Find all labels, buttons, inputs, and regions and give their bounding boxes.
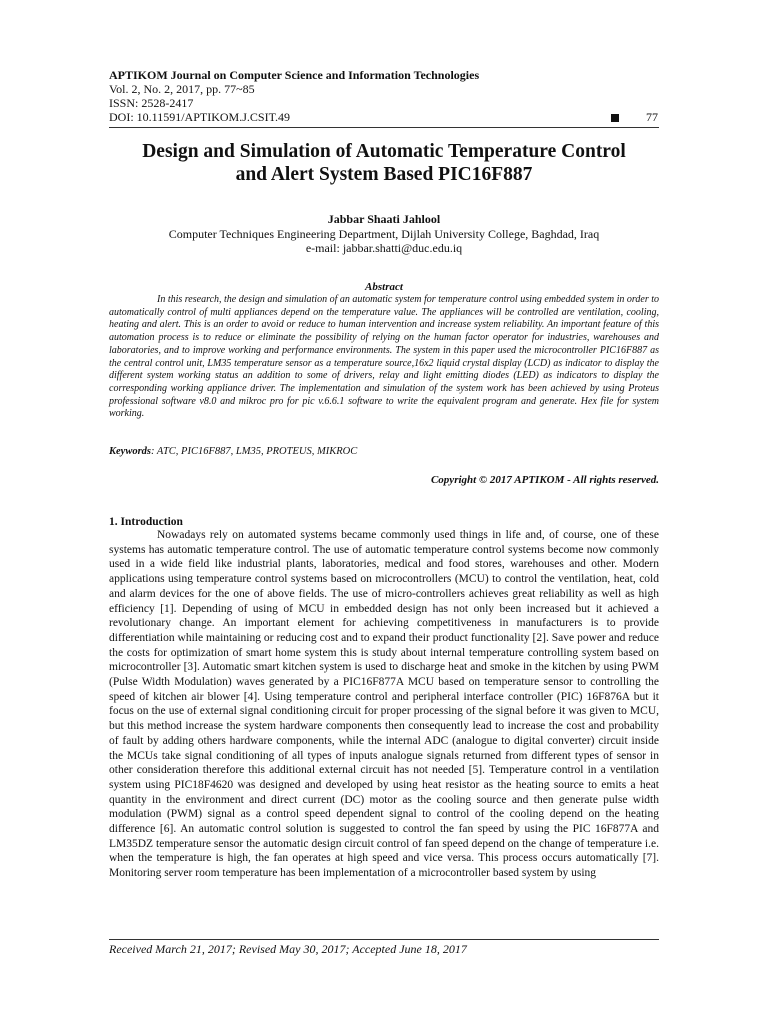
title-line-2: and Alert System Based PIC16F887: [235, 164, 533, 185]
author-email: e-mail: jabbar.shatti@duc.edu.iq: [305, 241, 463, 255]
paper-title: [109, 140, 659, 186]
abstract-text: In this research, the design and simulation of an automatic system for temperature control using embedded system in order to automatically control of multi appliances depend on the temperature value. The appliances will be controlled are ventilation, cooling, heating and alert. This is an order to avoid or reduce to human intervention and increase system reliability. An important feature of this automation process is to reduce or eliminate the possibility of relying on the human factor operator for industries, warehouses and laboratories, and to improve working and performance environments. The system in this paper used the microcontroller PIC16F887 as the central control unit, LM35 temperature sensor as a temperature source,16x2 liquid crystal display (LCD) as indicator to display the different system working status an addition to some of drivers, relay and light emitting diodes (LED) as indicators to display the corresponding working appliance driver. The implementation and simulation of the system work has been achieved by using Proteus professional software v8.0 and mikroc pro for pic v.6.6.1 software to write the equivalent program and generate. Hex file for system working.: [109, 294, 659, 420]
journal-name: APTIKOM Journal on Computer Science and Information Technologies: [109, 68, 480, 82]
received-dates: Received March 21, 2017; Revised May 30, 2017; Accepted June 18, 2017: [109, 942, 467, 956]
keywords-label: Keywords: [109, 446, 151, 457]
author-name: Jabbar Shaati Jahlool: [327, 212, 441, 226]
header-rule: [109, 127, 659, 128]
copyright-notice: Copyright © 2017 APTIKOM - All rights reserved.: [430, 474, 659, 486]
footer-rule: [109, 939, 659, 940]
title-line-1: Design and Simulation of Automatic Temperature Control: [142, 141, 626, 162]
author-affiliation: Computer Techniques Engineering Department, Dijlah University College, Baghdad, Iraq: [168, 227, 600, 241]
introduction-heading: 1. Introduction: [109, 516, 183, 528]
abstract-heading: Abstract: [365, 281, 403, 293]
square-bullet-icon: [611, 114, 619, 122]
doi: DOI: 10.11591/APTIKOM.J.CSIT.49: [109, 110, 291, 124]
abstract-body: [109, 294, 659, 421]
introduction-body: [109, 528, 659, 881]
issn: ISSN: 2528-2417: [109, 96, 194, 110]
page-number: 77: [646, 110, 658, 124]
keywords-text: : ATC, PIC16F887, LM35, PROTEUS, MIKROC: [151, 446, 358, 457]
volume-info: Vol. 2, No. 2, 2017, pp. 77~85: [109, 82, 255, 96]
introduction-text: Nowadays rely on automated systems became commonly used things in life and, of course, one of these systems has automatic temperature control. The use of automatic temperature control systems become now commonly used in a wide field like industrial plants, laboratories, medical and food stores, warehouses and other. Modern applications using temperature control systems based on microcontrollers (MCU) to control the ventilation, heat, cold and alarm devices for the one of above fields. The use of micro-controllers achieves great reliability as well as high efficiency [1]. Depending of using of MCU in embedded design has not only been increased but it achieved a revolutionary change. An important element for achieving competitiveness in manufacturers is to provide differentiation while maintaining or reducing cost and to expand their product functionality [2]. Save power and reduce the costs for optimization of smart home system this is study about internal temperature controlling system based on microcontroller [3]. Automatic smart kitchen system is used to discharge heat and smoke in the kitchen by using PWM (Pulse Width Modulation) waves generated by a PIC16F877A MCU based on temperature sensor to controlling the speed of kitchen air blower [4]. Using temperature control and peripheral interface controller (PIC) 16F876A but it focus on the use of external signal conditioning circuit for proper processing of the signal before it was given to MCU, but this method increase the system hardware components then consequently lead to increase the cost and probability of fault by adding others hardware components, while the internal ADC (analogue to digital converter) circuit inside the MCUs take signal conditioning of all types of inputs analogue signals returned from different types of sensor in other consideration therefore this additional external circuit has not needed [5]. Temperature control in a ventilation system using PIC18F4620 was designed and developed by using heat resistor as the heating source to emits a heat quantity in the environment and direct current (DC) motor as the cooling source and then generate pulse width modulation (PWM) signal as a control speed dependent signal to control of the cooling depend on the heating difference [6]. An automatic control solution is suggested to control the fan speed by using the PIC 16F877A and LM35DZ temperature sensor the automatic design circuit control of fan speed depend on the change of temperature i.e. when the temperature is high, the fan operates at high speed and vice versa. This process occurs automatically [7]. Monitoring server room temperature has been implementation of a microcontroller based system by using: [109, 529, 659, 880]
keywords: [109, 446, 357, 457]
